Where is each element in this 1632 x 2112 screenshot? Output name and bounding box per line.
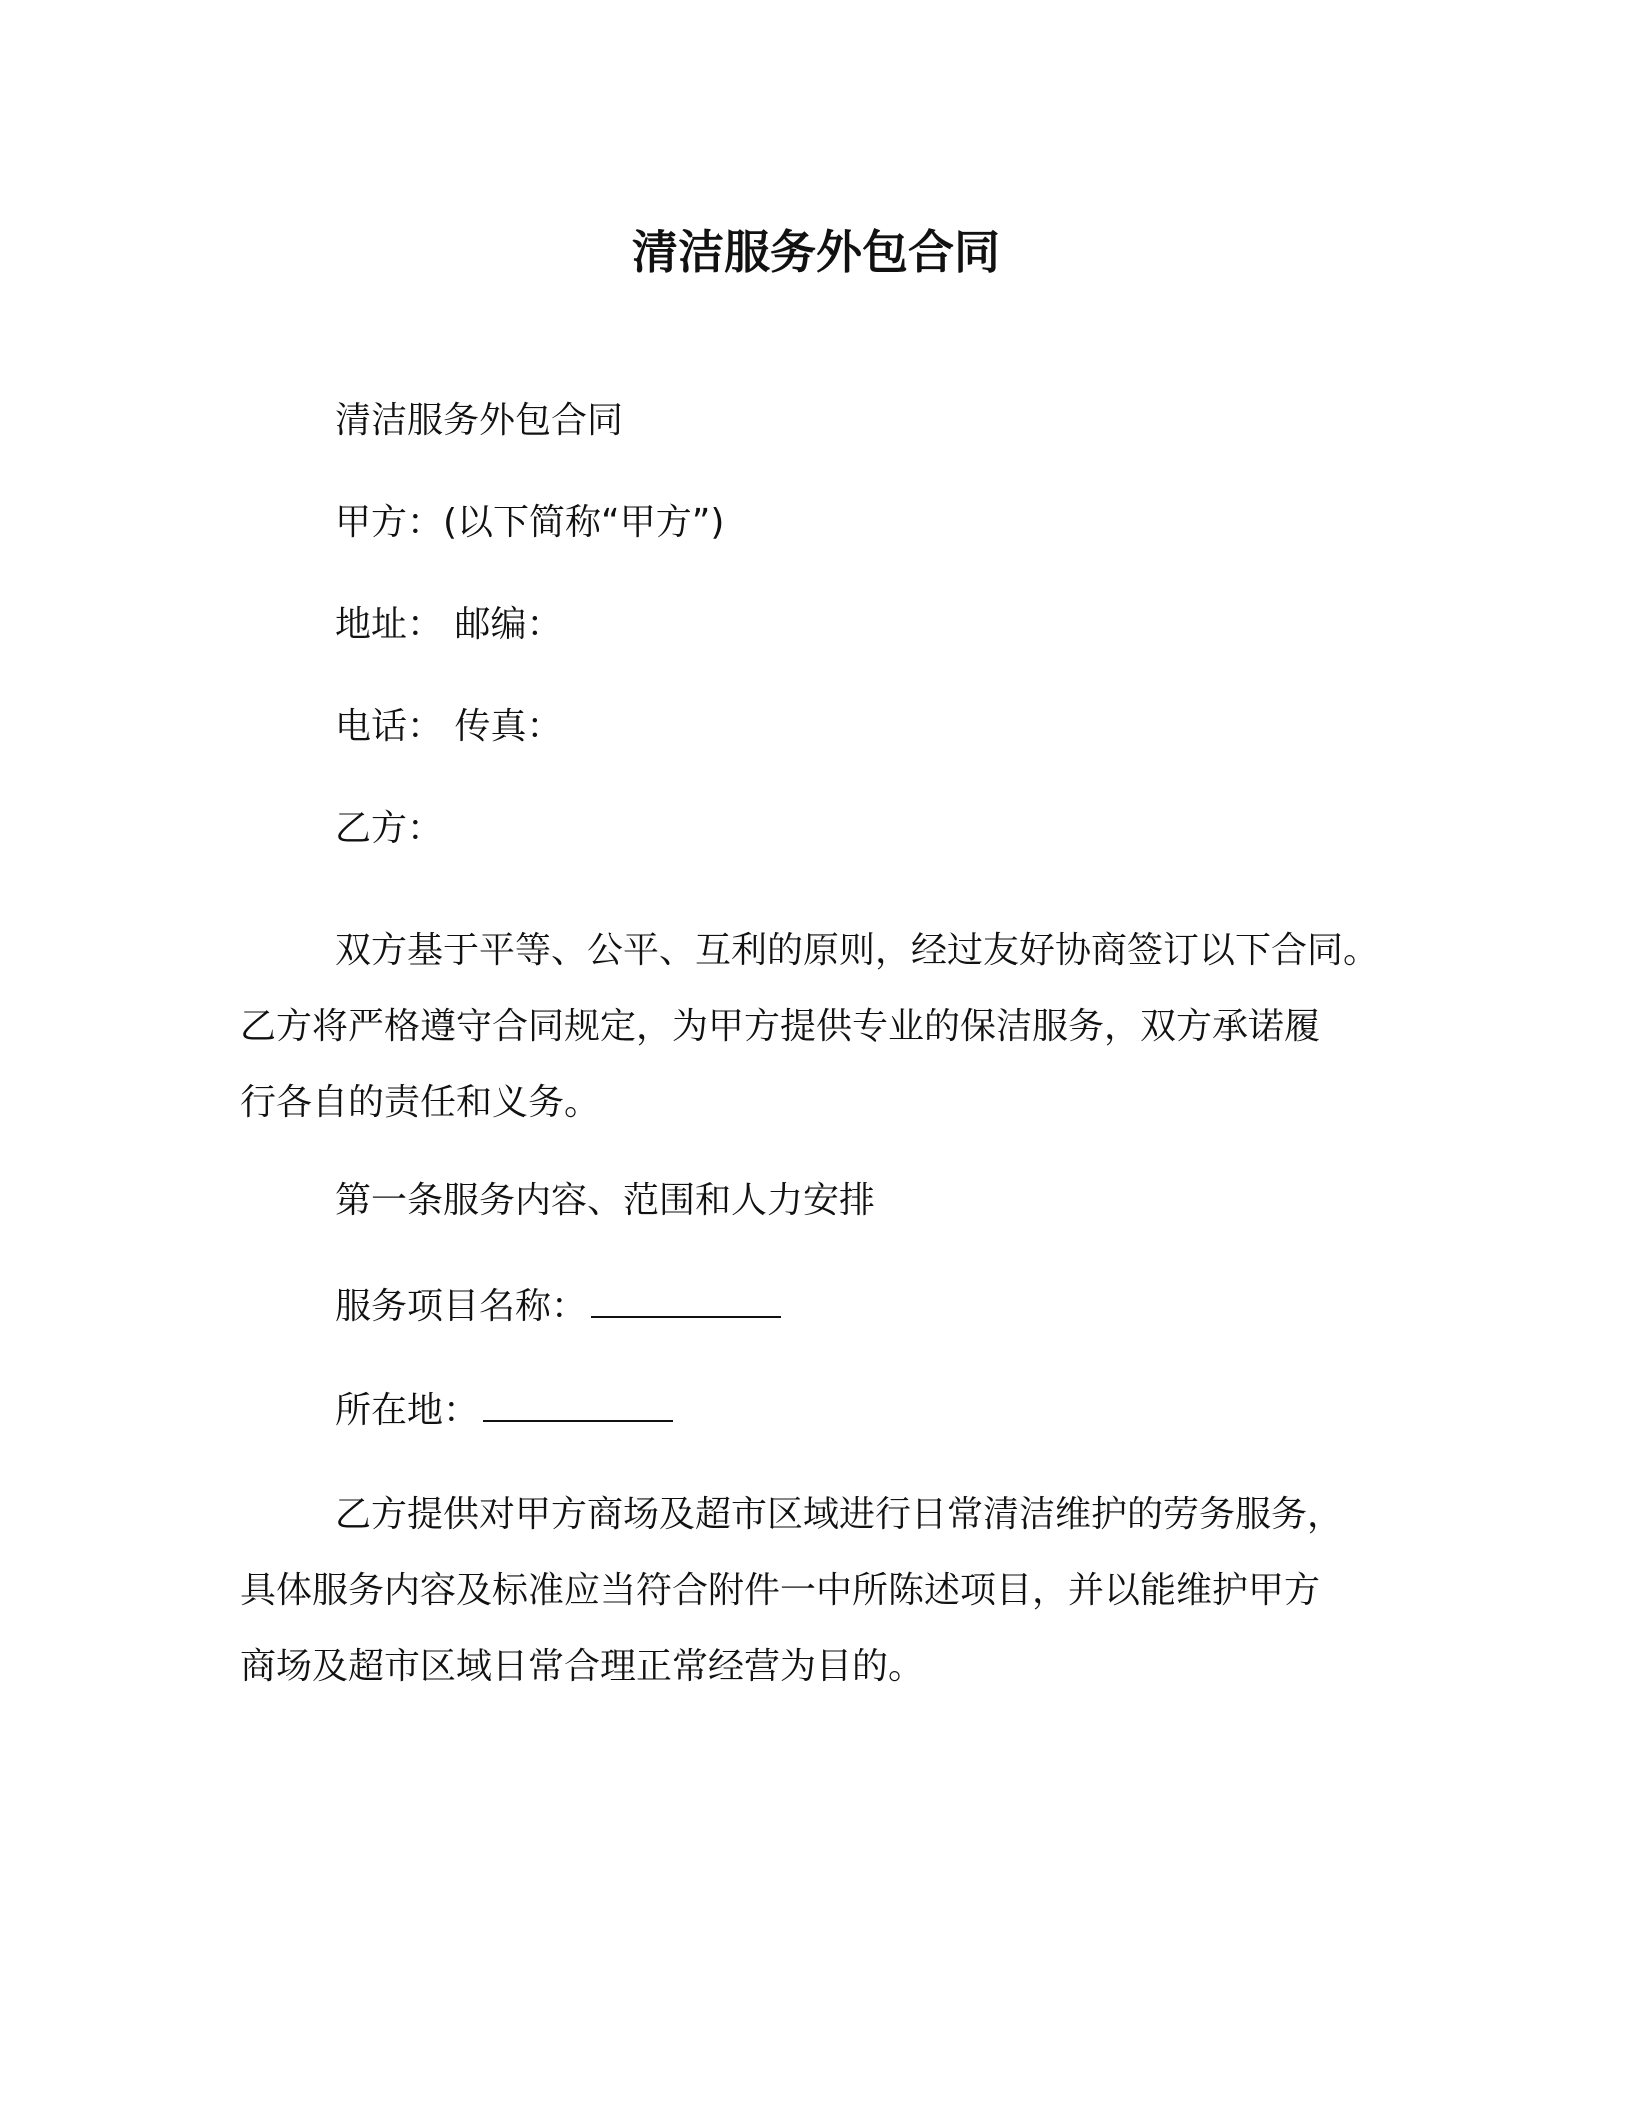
intro-line-2: 乙方将严格遵守合同规定，为甲方提供专业的保洁服务，双方承诺履 xyxy=(240,1006,1321,1047)
party-a-line: 甲方：(以下简称“甲方”) xyxy=(335,502,725,543)
document-subtitle: 清洁服务外包合同 xyxy=(335,400,624,441)
service-desc-line-2: 具体服务内容及标准应当符合附件一中所陈述项目，并以能维护甲方 xyxy=(240,1570,1321,1611)
service-item-label: 服务项目名称： xyxy=(335,1286,588,1327)
document-title: 清洁服务外包合同 xyxy=(632,225,1000,279)
intro-paragraph xyxy=(240,913,1379,1141)
location-blank xyxy=(483,1384,673,1422)
address-line: 地址： 邮编： xyxy=(335,604,563,645)
party-b-line: 乙方： xyxy=(335,808,444,849)
intro-line-3: 行各自的责任和义务。 xyxy=(240,1082,601,1123)
phone-line: 电话： 传真： xyxy=(335,706,563,747)
service-item-blank xyxy=(591,1280,781,1318)
service-desc-line-3: 商场及超市区域日常合理正常经营为目的。 xyxy=(240,1646,925,1687)
article1-heading: 第一条服务内容、范围和人力安排 xyxy=(335,1180,876,1221)
location-line xyxy=(335,1384,673,1434)
service-desc-paragraph xyxy=(240,1477,1343,1705)
service-item-line xyxy=(335,1280,781,1330)
location-label: 所在地： xyxy=(335,1390,480,1431)
intro-line-1: 双方基于平等、公平、互利的原则，经过友好协商签订以下合同。 xyxy=(335,930,1380,971)
service-desc-line-1: 乙方提供对甲方商场及超市区域进行日常清洁维护的劳务服务， xyxy=(335,1494,1344,1535)
